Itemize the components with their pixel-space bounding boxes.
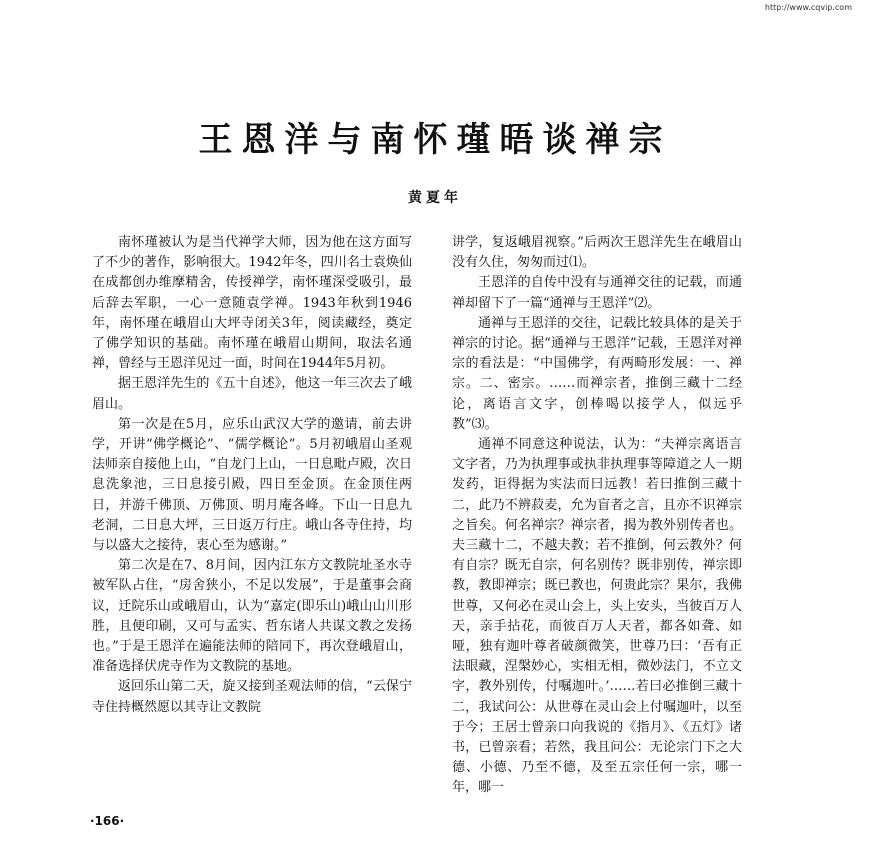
left-column xyxy=(92,233,412,718)
right-column xyxy=(452,233,742,799)
paragraph: 第一次是在5月，应乐山武汉大学的邀请，前去讲学，开讲“佛学概论”、“儒学概论”。5月初峨眉山圣观法师亲自接他上山，“自龙门上山，一日息毗卢殿，次日息洗象池，三日息接引殿，四日至金顶。在金顶住两日，并游千佛顶、万佛顶、明月庵各峰。下山一日息九老洞，二日息大坪，三日返万行庄。峨山各寺住持，均与以盛大之接待，衷心至为感谢。” xyxy=(92,416,412,554)
paragraph: 据王恩洋先生的《五十自述》，他这一年三次去了峨眉山。 xyxy=(92,376,412,412)
article-title: 王恩洋与南怀瑾晤谈禅宗 xyxy=(198,120,672,160)
paragraph: 通禅与王恩洋的交往，记载比较具体的是关于禅宗的讨论。据“通禅与王恩洋”记载，王恩洋对禅宗的看法是：“中国佛学，有两畸形发展：一、禅宗。二、密宗。……而禅宗者，推倒三藏十二经论，离语言文字，创棒喝以接学人，似远乎教”⑶。 xyxy=(452,315,742,432)
paragraph: 通禅不同意这种说法，认为：“夫禅宗离语言文字者，乃为执理事或执非执理事等障道之人一期发药，讵得据为实法而曰远教！若曰推倒三藏十二，此乃不辨菽麦，允为盲者之言，且亦不识禅宗之旨矣。何名禅宗？禅宗者，揭为教外别传者也。夫三藏十二，不越夫教；若不推倒，何云教外？何有自宗？既无自宗，何名别传？既非别传，禅宗即教，教即禅宗；既已教也，何贵此宗？果尔，我佛世尊，又何必在灵山会上，头上安头，当彼百万人天，亲手拈花，而彼百万人天者，都各如聋、如哑，独有迦叶尊者破颜微笑，世尊乃曰：‘吾有正法眼藏，涅槃妙心，实相无相，微妙法门，不立文字，教外别传，付嘱迦叶。’……若曰必推倒三藏十二，我试问公：从世尊在灵山会上付嘱迦叶，以至于今；王居士曾亲口向我说的《指月》、《五灯》诸书，已曾亲看；若然，我且问公：无论宗门下之大德、小德、乃至不德，及至五宗任何一宗，哪一年，哪一 xyxy=(452,437,742,796)
page-number: ·166· xyxy=(90,814,125,828)
paragraph: 第二次是在7、8月间，因内江东方文教院址圣水寺被军队占住，“房舍狭小，不足以发展”，于是董事会商议，迁院乐山或峨眉山，认为“嘉定(即乐山)峨山山川形胜，且便印刷，又可与孟实、哲东诸人共谋文教之发扬也。”于是王恩洋在遍能法师的陪同下，再次登峨眉山，准备选择伏虎寺作为文教院的基地。 xyxy=(92,558,412,675)
paragraph: 讲学，复返峨眉视察。”后两次王恩洋先生在峨眉山没有久住，匆匆而过⑴。 xyxy=(452,235,742,271)
paragraph: 王恩洋的自传中没有与通禅交往的记载，而通禅却留下了一篇“通禅与王恩洋”⑵。 xyxy=(452,275,742,311)
site-url: http://www.cqvip.com xyxy=(764,3,852,12)
article-author: 黄夏年 xyxy=(408,190,462,206)
paragraph: 返回乐山第二天，旋又接到圣观法师的信，“云保宁寺住持概然愿以其寺让文教院 xyxy=(92,679,412,715)
paragraph: 南怀瑾被认为是当代禅学大师，因为他在这方面写了不少的著作，影响很大。1942年冬，四川名士袁焕仙在成都创办维摩精舍，传授禅学，南怀瑾深受吸引，最后辞去军职，一心一意随袁学禅。1943年秋到1946年，南怀瑾在峨眉山大坪寺闭关3年，阅读藏经，奠定了佛学知识的基础。南怀瑾在峨眉山期间，取法名通禅，曾经与王恩洋见过一面，时间在1944年5月初。 xyxy=(92,235,412,372)
